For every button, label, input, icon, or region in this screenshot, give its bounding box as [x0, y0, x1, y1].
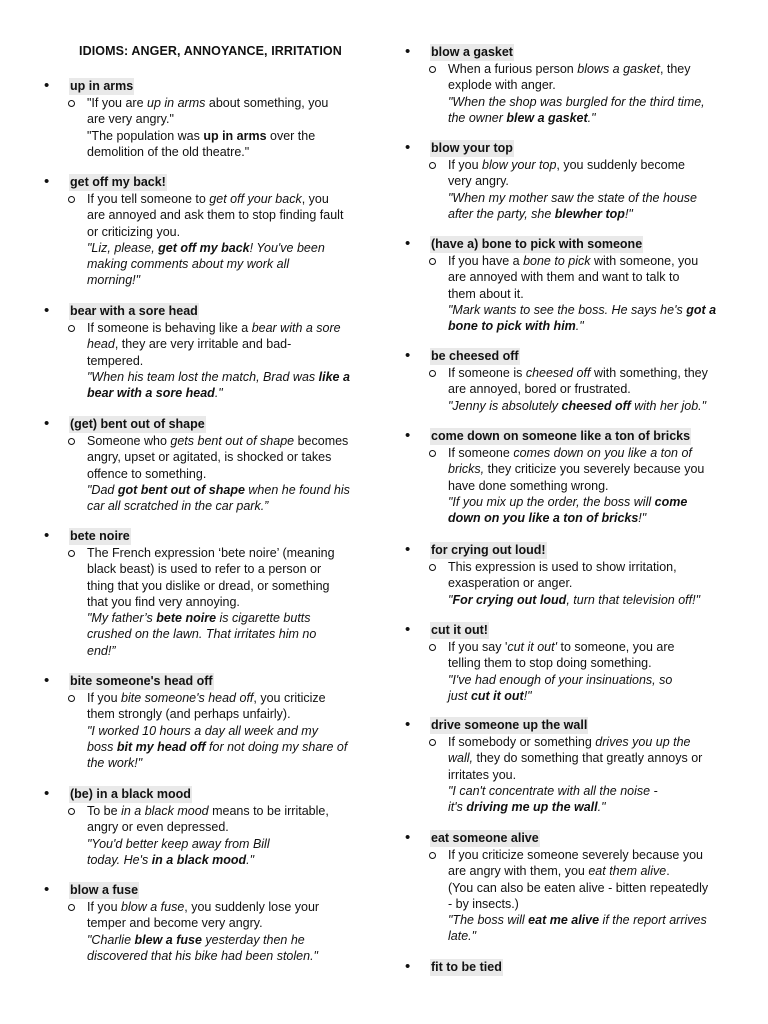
idiom-heading	[44, 528, 354, 545]
bullet-icon: •	[405, 347, 411, 364]
bullet-icon: •	[405, 139, 411, 156]
definition-line: late."	[448, 929, 477, 944]
idiom-heading	[405, 140, 715, 157]
sub-bullet-icon	[429, 370, 436, 377]
idiom-term: blow a fuse	[70, 883, 139, 897]
definition-line: discovered that his bike had been stolen."	[87, 948, 318, 963]
definition-line: it's driving me up the wall."	[448, 800, 606, 815]
idiom-heading	[405, 428, 715, 445]
sub-bullet-icon	[68, 550, 75, 557]
idiom-definition	[405, 253, 715, 334]
definition-line: If you say 'cut it out' to someone, you are	[448, 640, 675, 654]
idiom-definition	[405, 847, 715, 945]
definition-line: "Jenny is absolutely cheesed off with her job."	[448, 398, 707, 413]
definition-line: The French expression ‘bete noire’ (meaning	[87, 546, 335, 560]
definition-line: If someone is cheesed off with something, they	[448, 366, 708, 380]
idiom-entry	[405, 140, 715, 222]
idiom-entry	[405, 236, 715, 334]
idiom-definition	[405, 734, 715, 815]
idiom-definition	[405, 61, 715, 126]
idiom-entry	[405, 348, 715, 414]
idiom-heading	[44, 174, 354, 191]
definition-text	[448, 559, 718, 608]
definition-line: wall, they do something that greatly annoys or	[448, 751, 703, 766]
idiom-heading	[405, 959, 715, 976]
sub-bullet-icon	[429, 162, 436, 169]
idiom-term: eat someone alive	[431, 831, 539, 845]
definition-line: If somebody or something drives you up the	[448, 735, 691, 749]
definition-text	[87, 320, 357, 401]
definition-line: If you blow your top, you suddenly become	[448, 158, 685, 172]
definition-text	[448, 253, 718, 334]
idiom-definition	[405, 559, 715, 608]
definition-line: thing that you dislike or dread, or something	[87, 578, 330, 593]
sub-bullet-icon	[429, 66, 436, 73]
definition-text	[87, 191, 357, 289]
definition-line: are annoyed with them and want to talk to	[448, 270, 680, 285]
definition-text	[448, 734, 718, 815]
definition-line: "Liz, please, get off my back! You've been	[87, 240, 325, 255]
definition-text	[448, 365, 718, 414]
bullet-icon: •	[405, 958, 411, 975]
definition-line: Someone who gets bent out of shape becomes	[87, 434, 349, 448]
bullet-icon: •	[405, 235, 411, 252]
idiom-heading	[405, 348, 715, 365]
idiom-heading	[405, 44, 715, 61]
idiom-entry	[44, 882, 354, 964]
idiom-entry	[44, 528, 354, 659]
definition-line: offence to something.	[87, 466, 207, 481]
definition-line: angry, upset or agitated, is shocked or takes	[87, 450, 332, 465]
sub-bullet-icon	[429, 450, 436, 457]
idiom-term: (have a) bone to pick with someone	[431, 237, 643, 251]
sub-bullet-icon	[68, 438, 75, 445]
bullet-icon: •	[44, 173, 50, 190]
idiom-definition	[44, 545, 354, 659]
definition-line: "Mark wants to see the boss. He says he's got a	[448, 302, 717, 317]
definition-text	[448, 847, 718, 945]
idiom-term: (be) in a black mood	[70, 787, 191, 801]
definition-line: bone to pick with him."	[448, 319, 584, 334]
definition-text	[87, 803, 357, 868]
idiom-definition	[44, 690, 354, 771]
definition-text	[87, 545, 357, 659]
idiom-entry	[44, 174, 354, 289]
idiom-heading	[405, 622, 715, 639]
idiom-entry	[44, 416, 354, 514]
definition-line: demolition of the old theatre."	[87, 144, 250, 159]
definition-text	[448, 639, 718, 704]
bullet-icon: •	[44, 415, 50, 432]
bullet-icon: •	[44, 77, 50, 94]
idiom-term: bete noire	[70, 529, 130, 543]
idiom-heading	[44, 416, 354, 433]
idiom-entry	[405, 717, 715, 815]
definition-line: If you tell someone to get off your back, you	[87, 192, 329, 206]
definition-line: just cut it out!"	[448, 688, 532, 703]
idiom-definition	[44, 191, 354, 289]
definition-text	[87, 95, 357, 160]
definition-line: the owner blew a gasket."	[448, 110, 596, 125]
definition-line: "My father’s bete noire is cigarette butts	[87, 611, 311, 626]
definition-line: If you bite someone's head off, you criticize	[87, 691, 326, 705]
idiom-entry	[405, 959, 715, 976]
definition-line: If someone comes down on you like a ton of	[448, 446, 692, 460]
definition-text	[87, 899, 357, 964]
sub-bullet-icon	[68, 808, 75, 815]
definition-line: black beast) is used to refer to a person or	[87, 562, 322, 577]
definition-line: have done something wrong.	[448, 478, 609, 493]
idiom-term: be cheesed off	[431, 349, 519, 363]
idiom-term: cut it out!	[431, 623, 488, 637]
definition-line: or criticizing you.	[87, 224, 181, 239]
sub-bullet-icon	[68, 325, 75, 332]
idiom-term: (get) bent out of shape	[70, 417, 205, 431]
page-title: IDIOMS: ANGER, ANNOYANCE, IRRITATION	[79, 44, 342, 58]
definition-line: boss bit my head off for not doing my share of	[87, 739, 348, 754]
definition-line: them about it.	[448, 286, 524, 301]
sub-bullet-icon	[429, 644, 436, 651]
definition-line: down on you like a ton of bricks!"	[448, 511, 647, 526]
idiom-definition	[44, 899, 354, 964]
definition-line: "The boss will eat me alive if the report arrives	[448, 913, 707, 928]
definition-line: today. He's in a black mood."	[87, 852, 255, 867]
idiom-definition	[44, 803, 354, 868]
idiom-heading	[44, 673, 354, 690]
idiom-heading	[405, 236, 715, 253]
definition-line: irritates you.	[448, 767, 517, 782]
definition-line: "You'd better keep away from Bill	[87, 836, 270, 851]
definition-line: "When the shop was burgled for the third time,	[448, 94, 705, 109]
bullet-icon: •	[405, 716, 411, 733]
bullet-icon: •	[405, 621, 411, 638]
idiom-term: come down on someone like a ton of bricks	[431, 429, 691, 443]
definition-text	[448, 61, 718, 126]
bullet-icon: •	[44, 881, 50, 898]
idiom-term: blow your top	[431, 141, 513, 155]
definition-line: If you have a bone to pick with someone, you	[448, 254, 699, 268]
definition-line: "Dad got bent out of shape when he found his	[87, 482, 350, 497]
idiom-definition	[44, 433, 354, 514]
idiom-term: fit to be tied	[431, 960, 502, 974]
idiom-heading	[405, 830, 715, 847]
sub-bullet-icon	[429, 564, 436, 571]
definition-line: - by insects.)	[448, 896, 519, 911]
definition-line: If you criticize someone severely because you	[448, 848, 703, 862]
idiom-entry	[405, 428, 715, 526]
bullet-icon: •	[405, 43, 411, 60]
definition-line: "I worked 10 hours a day all week and my	[87, 723, 318, 738]
idiom-heading	[44, 882, 354, 899]
definition-line: car all scratched in the car park.”	[87, 499, 269, 514]
idiom-heading	[44, 786, 354, 803]
definition-line: are very angry."	[87, 112, 174, 127]
definition-line: that you find very annoying.	[87, 594, 240, 609]
idiom-term: drive someone up the wall	[431, 718, 588, 732]
idiom-entry	[44, 303, 354, 401]
definition-line: are annoyed and ask them to stop finding fault	[87, 208, 344, 223]
sub-bullet-icon	[68, 904, 75, 911]
idiom-entry	[405, 44, 715, 126]
idiom-entry	[44, 673, 354, 771]
idiom-definition	[44, 320, 354, 401]
bullet-icon: •	[405, 829, 411, 846]
idiom-entry	[405, 542, 715, 608]
idiom-definition	[405, 365, 715, 414]
idiom-term: bear with a sore head	[70, 304, 198, 318]
definition-line: making comments about my work all	[87, 257, 290, 272]
bullet-icon: •	[44, 302, 50, 319]
definition-line: When a furious person blows a gasket, they	[448, 62, 691, 76]
bullet-icon: •	[44, 527, 50, 544]
definition-line: explode with anger.	[448, 78, 556, 93]
idiom-definition	[405, 639, 715, 704]
idiom-term: blow a gasket	[431, 45, 513, 59]
definition-line: "I've had enough of your insinuations, so	[448, 672, 673, 687]
definition-line: "If you mix up the order, the boss will come	[448, 494, 688, 509]
sub-bullet-icon	[68, 695, 75, 702]
definition-line: "Charlie blew a fuse yesterday then he	[87, 932, 305, 947]
idiom-term: get off my back!	[70, 175, 166, 189]
definition-text	[87, 433, 357, 514]
idiom-heading	[44, 303, 354, 320]
definition-line: "When my mother saw the state of the house	[448, 190, 698, 205]
definition-line: head, they are very irritable and bad-	[87, 337, 292, 352]
idiom-definition	[44, 95, 354, 160]
definition-line: temper and become very angry.	[87, 916, 263, 931]
definition-line: end!”	[87, 643, 116, 658]
definition-line: "For crying out loud, turn that television off!"	[448, 592, 701, 607]
definition-line: (You can also be eaten alive - bitten repeatedly	[448, 880, 709, 895]
idiom-entry	[405, 830, 715, 945]
idiom-definition	[405, 157, 715, 222]
definition-line: exasperation or anger.	[448, 576, 573, 591]
bullet-icon: •	[44, 785, 50, 802]
idiom-heading	[44, 78, 354, 95]
idiom-heading	[405, 717, 715, 734]
idiom-entry	[405, 622, 715, 704]
definition-line: "I can't concentrate with all the noise -	[448, 783, 658, 798]
sub-bullet-icon	[429, 739, 436, 746]
definition-line: the work!"	[87, 756, 143, 771]
definition-line: tempered.	[87, 353, 144, 368]
idiom-entry	[44, 78, 354, 160]
bullet-icon: •	[405, 541, 411, 558]
definition-line: very angry.	[448, 174, 509, 189]
sub-bullet-icon	[429, 258, 436, 265]
definition-line: telling them to stop doing something.	[448, 656, 652, 671]
definition-line: "The population was up in arms over the	[87, 128, 316, 143]
definition-line: crushed on the lawn. That irritates him no	[87, 627, 317, 642]
definition-line: "When his team lost the match, Brad was like a	[87, 369, 350, 384]
bullet-icon: •	[405, 427, 411, 444]
sub-bullet-icon	[429, 852, 436, 859]
definition-line: "If you are up in arms about something, you	[87, 96, 329, 110]
definition-line: angry or even depressed.	[87, 820, 229, 835]
sub-bullet-icon	[68, 196, 75, 203]
idiom-term: for crying out loud!	[431, 543, 546, 557]
definition-text	[448, 157, 718, 222]
definition-line: morning!"	[87, 273, 141, 288]
definition-line: bear with a sore head."	[87, 386, 223, 401]
definition-line: are annoyed, bored or frustrated.	[448, 382, 631, 397]
sub-bullet-icon	[68, 100, 75, 107]
idiom-definition	[405, 445, 715, 526]
definition-line: after the party, she blewher top!"	[448, 206, 633, 221]
definition-line: To be in a black mood means to be irritable,	[87, 804, 329, 818]
definition-text	[448, 445, 718, 526]
definition-line: are angry with them, you eat them alive.	[448, 864, 670, 879]
definition-line: them strongly (and perhaps unfairly).	[87, 707, 291, 722]
idiom-entry	[44, 786, 354, 868]
bullet-icon: •	[44, 672, 50, 689]
definition-line: If you blow a fuse, you suddenly lose your	[87, 900, 320, 914]
definition-line: If someone is behaving like a bear with a sore	[87, 321, 341, 335]
definition-line: bricks, they criticize you severely because you	[448, 462, 705, 477]
definition-line: This expression is used to show irritation,	[448, 560, 677, 574]
idiom-heading	[405, 542, 715, 559]
idiom-term: up in arms	[70, 79, 134, 93]
idiom-term: bite someone's head off	[70, 674, 213, 688]
definition-text	[87, 690, 357, 771]
